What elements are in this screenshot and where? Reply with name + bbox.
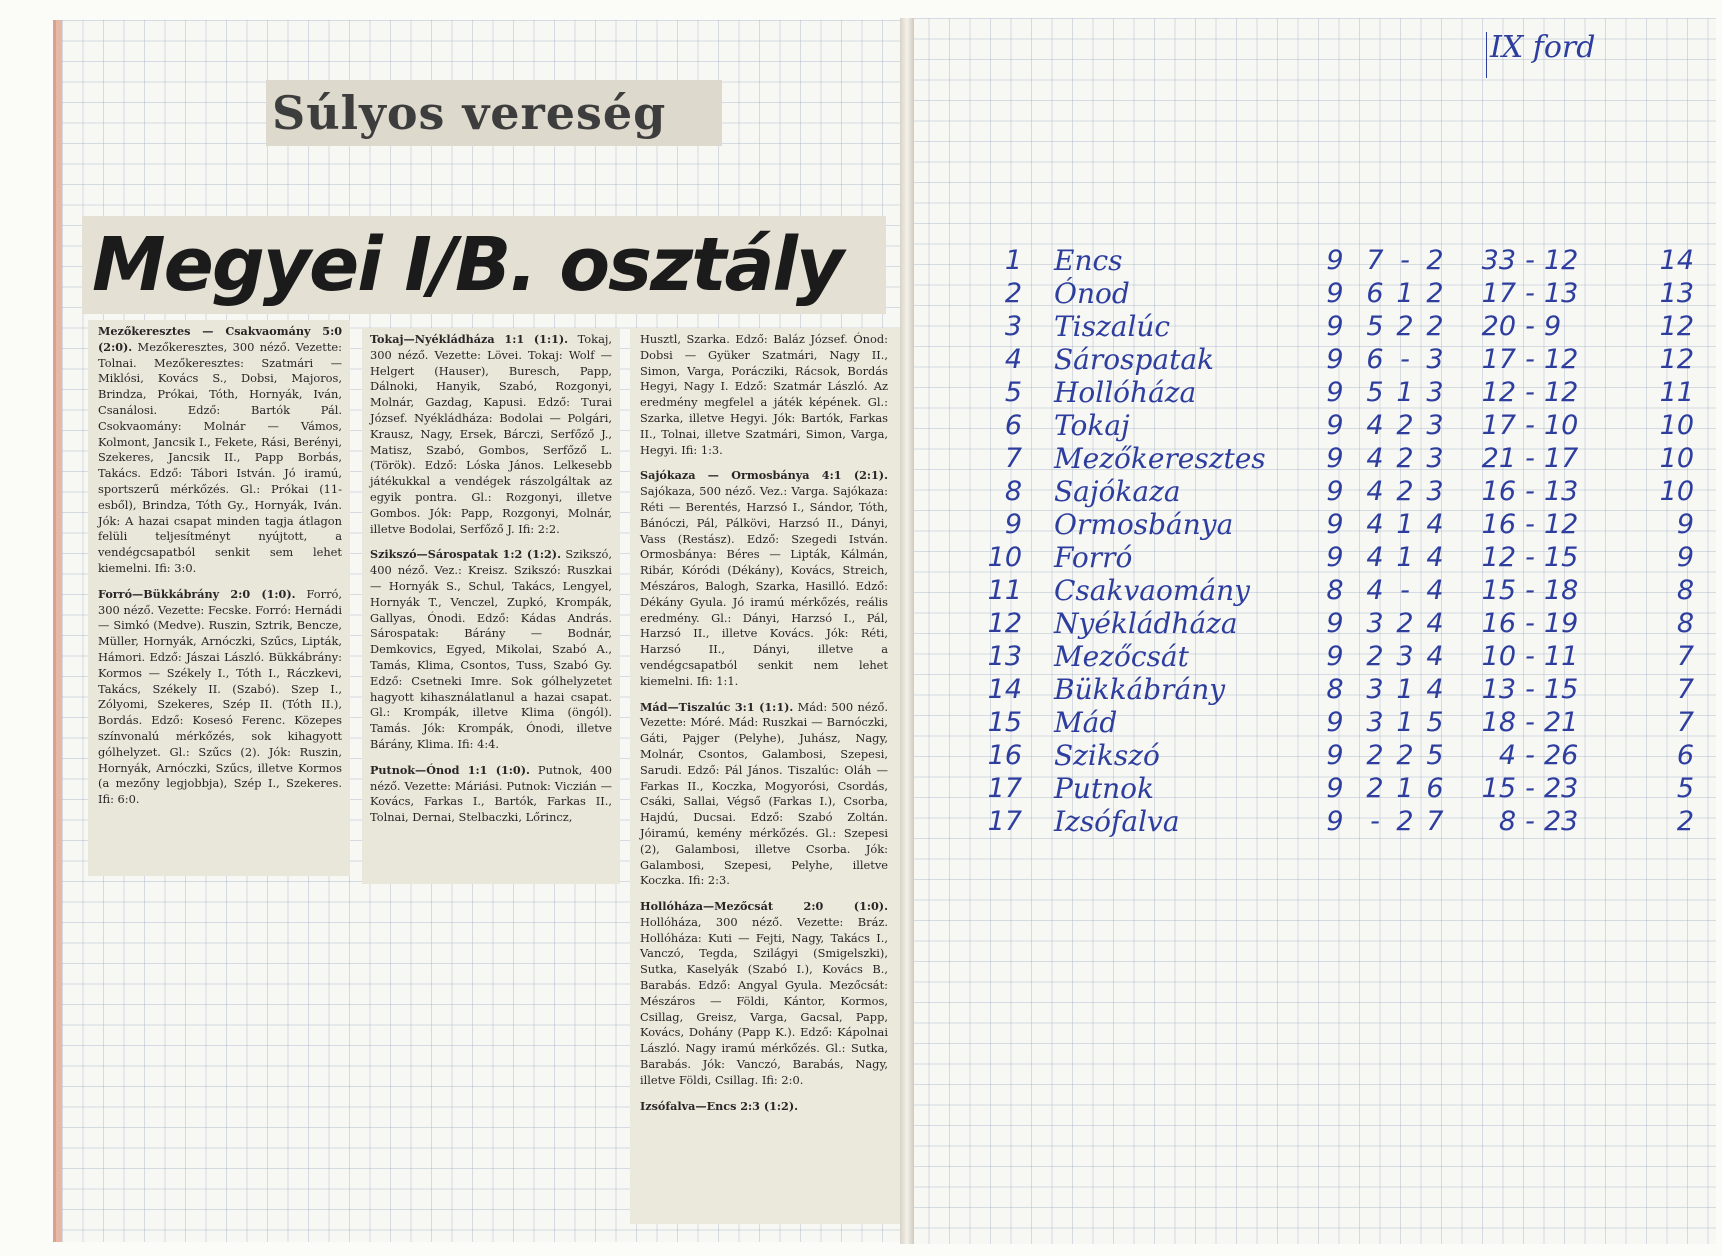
standings-played: 9 [1326,443,1344,474]
standings-gf: 16 [1481,476,1516,507]
standings-ga: 12 [1544,245,1579,276]
report-paragraph [640,1099,888,1115]
standings-l: 4 [1426,674,1444,705]
report-paragraph [640,468,888,689]
standings-row [950,475,1694,508]
report-text: Putnok, 400 néző. Vezette: Máriási. Putnok: Viczián — Kovács, Farkas I., Bartók, Farkas II., Tolnai, Dernai, Stelbaczki, Lőrincz, [370,762,612,825]
standings-team: Nyékládháza [1054,607,1238,640]
standings-team: Mezőcsát [1054,640,1189,673]
standings-ga: 15 [1544,542,1579,573]
standings-team: Szikszó [1054,739,1160,772]
standings-gf: 13 [1481,674,1516,705]
standings-l: 4 [1426,509,1444,540]
standings-d: 1 [1396,542,1414,573]
standings-ga: 23 [1544,773,1579,804]
standings-rank: 7 [1004,443,1022,474]
standings-played: 9 [1326,707,1344,738]
standings-l: 2 [1426,311,1444,342]
standings-w: 6 [1366,278,1384,309]
standings-l: 5 [1426,707,1444,738]
standings-gf: 21 [1481,443,1516,474]
standings-d: 2 [1396,806,1414,837]
clipping-column-2 [362,328,620,884]
match-result: Sajókaza — Ormosbánya 4:1 (2:1). [640,468,888,483]
standings-rank: 3 [1004,311,1022,342]
match-result: Hollóháza—Mezőcsát 2:0 (1:0). [640,899,888,914]
standings-pts: 7 [1676,674,1694,705]
standings-l: 4 [1426,542,1444,573]
match-result: Mezőkeresztes — Csakvaomány 5:0 (2:0). [98,324,342,354]
standings-rank: 17 [987,773,1022,804]
standings-row [950,706,1694,739]
standings-gf: 16 [1481,509,1516,540]
standings-rank: 8 [1004,476,1022,507]
standings-pts: 10 [1659,410,1694,441]
standings-ga: 21 [1544,707,1579,738]
standings-ga: 10 [1544,410,1579,441]
standings-played: 9 [1326,476,1344,507]
report-paragraph [370,332,612,537]
standings-ga: 12 [1544,377,1579,408]
match-result: Putnok—Ónod 1:1 (1:0). [370,762,530,777]
standings-l: 4 [1426,575,1444,606]
report-paragraph [370,763,612,826]
goal-separator: - [1525,476,1535,507]
standings-team: Bükkábrány [1054,673,1226,706]
standings-pts: 9 [1676,509,1694,540]
standings-gf: 17 [1481,278,1516,309]
match-result: Izsófalva—Encs 2:3 (1:2). [640,1098,799,1113]
standings-l: 3 [1426,476,1444,507]
standings-gf: 12 [1481,377,1516,408]
clipping-headline: Súlyos vereség [266,80,722,146]
standings-pts: 7 [1676,641,1694,672]
standings-played: 9 [1326,344,1344,375]
standings-l: 2 [1426,278,1444,309]
standings-l: 3 [1426,443,1444,474]
report-text: Szikszó, 400 néző. Vez.: Kreisz. Szikszó: Ruszkai — Hornyák S., Schul, Takács, Lengyel, Hornyák T., Venczel, Zupkó, Krompák, Gallyas, Ónodi. Edző: Kádas András. Sárospatak: Bárány — Bodnár, Demkovics, Egyed, Mikolai, Szabó A., Tamás, Klima, Csontos, Tuss, Szabó Gy. Edző: Csetneki Imre. Sok gólhelyzetet hagyott kihasználatlanul a hazai csapat. Gl.: Krompák, illetve Klima (öngól). Tamás. Jók: Krompák, Ónodi, illetve Bárány, Klima. Ifi: 4:4. [370,547,612,751]
standings-d: 2 [1396,740,1414,771]
standings-rank: 17 [987,806,1022,837]
standings-pts: 12 [1659,344,1694,375]
goal-separator: - [1525,245,1535,276]
standings-row [950,442,1694,475]
standings-pts: 8 [1676,608,1694,639]
banner-title: Megyei I/B. osztály [92,222,843,308]
goal-separator: - [1525,542,1535,573]
standings-d: 2 [1396,476,1414,507]
standings-pts: 8 [1676,575,1694,606]
standings-gf: 20 [1481,311,1516,342]
standings-rank: 2 [1004,278,1022,309]
goal-separator: - [1525,641,1535,672]
standings-team: Izsófalva [1054,805,1180,838]
standings-w: 4 [1366,575,1384,606]
standings-row [950,607,1694,640]
standings-row [950,376,1694,409]
standings-played: 9 [1326,542,1344,573]
standings-row [950,310,1694,343]
goal-separator: - [1525,674,1535,705]
goal-separator: - [1525,773,1535,804]
standings-l: 5 [1426,740,1444,771]
standings-played: 9 [1326,311,1344,342]
standings-pts: 7 [1676,707,1694,738]
standings-row [950,508,1694,541]
standings-row [950,409,1694,442]
standings-d: 1 [1396,707,1414,738]
standings-gf: 17 [1481,410,1516,441]
goal-separator: - [1525,740,1535,771]
standings-d: - [1400,344,1410,375]
standings-ga: 26 [1544,740,1579,771]
goal-separator: - [1525,311,1535,342]
standings-row [950,739,1694,772]
standings-gf: 4 [1498,740,1516,771]
standings-w: 3 [1366,707,1384,738]
standings-team: Sajókaza [1054,475,1181,508]
standings-played: 9 [1326,410,1344,441]
standings-row [950,277,1694,310]
round-note: IX ford [1490,30,1596,65]
standings-w: 2 [1366,641,1384,672]
standings-w: 2 [1366,740,1384,771]
match-result: Mád—Tiszalúc 3:1 (1:1). [640,699,794,714]
standings-w: 7 [1366,245,1384,276]
standings-pts: 12 [1659,311,1694,342]
standings-pts: 10 [1659,476,1694,507]
match-result: Szikszó—Sárospatak 1:2 (1:2). [370,547,561,562]
standings-rank: 14 [987,674,1022,705]
standings-gf: 16 [1481,608,1516,639]
goal-separator: - [1525,410,1535,441]
standings-gf: 15 [1481,773,1516,804]
standings-pts: 11 [1659,377,1694,408]
standings-w: 4 [1366,476,1384,507]
standings-rank: 13 [987,641,1022,672]
standings-d: 1 [1396,674,1414,705]
standings-rank: 5 [1004,377,1022,408]
standings-gf: 15 [1481,575,1516,606]
standings-ga: 12 [1544,344,1579,375]
match-result: Forró—Bükkábrány 2:0 (1:0). [98,586,296,601]
standings-row [950,574,1694,607]
goal-separator: - [1525,575,1535,606]
standings-l: 4 [1426,641,1444,672]
standings-w: - [1370,806,1380,837]
goal-separator: - [1525,806,1535,837]
report-paragraph [640,899,888,1089]
standings-team: Forró [1054,541,1133,574]
standings-d: 2 [1396,410,1414,441]
standings-pts: 10 [1659,443,1694,474]
goal-separator: - [1525,344,1535,375]
standings-d: 1 [1396,773,1414,804]
standings-rank: 4 [1004,344,1022,375]
standings-rank: 9 [1004,509,1022,540]
standings-ga: 15 [1544,674,1579,705]
standings-pts: 13 [1659,278,1694,309]
standings-ga: 19 [1544,608,1579,639]
standings-gf: 10 [1481,641,1516,672]
report-text: Mád: 500 néző. Vezette: Móré. Mád: Ruszkai — Barnóczki, Gáti, Pajger (Pelyhe), Juhász, Nagy, Molnár, Csontos, Galambosi, Szepesi, Sarudi. Edző: Pál János. Tiszalúc: Oláh — Farkas II., Koczka, Mogyorósi, Csordás, Csáki, Sallai, Végső (Farkas I.), Csorba, Hajdú, Ducsai. Edző: Szabó Zoltán. Jóiramú, kemény mérkőzés. Gl.: Szepesi (2), Galambosi, illetve Csorba. Jók: Galambosi, Szepesi, Pelyhe, illetve Koczka. Ifi: 2:3. [640,699,889,888]
report-text: Sajókaza, 500 néző. Vez.: Varga. Sajókaza: Réti — Berentés, Harzsó I., Sándor, Tóth, Bánóczi, Pál, Pálkövi, Harzsó II., Dányi, Vass (Restász). Edző: Szegedi István. Ormosbánya: Béres — Lipták, Kálmán, Ribár, Kóródi (Dékány), Kovács, Streich, Mészáros, Balogh, Szarka, Hasilló. Edző: Dékány Gyula. Jó iramú mérkőzés, reális eredmény. Gl.: Dányi, Harzsó I., Pál, Harzsó II., illetve Kovács. Jók: Réti, Harzsó II., Dányi, illetve a vendégcsapatból senkit nem lehet kiemelni. Ifi: 1:1. [640,484,888,688]
goal-separator: - [1525,608,1535,639]
standings-w: 4 [1366,443,1384,474]
report-paragraph [98,587,342,808]
standings-d: 2 [1396,311,1414,342]
standings-row [950,343,1694,376]
standings-played: 9 [1326,740,1344,771]
report-paragraph [640,700,888,890]
standings-d: - [1400,575,1410,606]
standings-team: Ónod [1054,277,1130,310]
clipping-banner [82,216,886,314]
report-text: Husztl, Szarka. Edző: Baláz József. Ónod: Dobsi — Gyüker Szatmári, Nagy II., Simon, Varga, Porácziki, Rácsok, Bordás Hegyi, Nagy I. Edző: Szatmár László. Az eredmény megfelel a játék képének. Gl.: Szarka, illetve Hegyi. Jók: Bartók, Farkas II., Tolnai, illetve Szatmári, Simon, Varga, Hegyi. Ifi: 1:3. [640,332,888,457]
standings-row [950,772,1694,805]
standings-played: 9 [1326,278,1344,309]
standings-ga: 11 [1544,641,1579,672]
standings-w: 3 [1366,608,1384,639]
standings-row [950,244,1694,277]
standings-body [950,244,1694,838]
standings-l: 3 [1426,377,1444,408]
standings-pts: 6 [1676,740,1694,771]
standings-rank: 12 [987,608,1022,639]
standings-row [950,541,1694,574]
standings-ga: 9 [1544,311,1562,342]
standings-played: 8 [1326,674,1344,705]
standings-played: 9 [1326,806,1344,837]
standings-l: 4 [1426,608,1444,639]
standings-team: Mezőkeresztes [1054,442,1266,475]
standings-w: 5 [1366,377,1384,408]
standings-w: 2 [1366,773,1384,804]
goal-separator: - [1525,377,1535,408]
report-paragraph [98,324,342,577]
standings-played: 9 [1326,377,1344,408]
standings-d: 3 [1396,641,1414,672]
standings-team: Putnok [1054,772,1154,805]
standings-d: 2 [1396,608,1414,639]
standings-d: - [1400,245,1410,276]
report-text: Forró, 300 néző. Vezette: Fecske. Forró: Hernádi — Simkó (Medve). Ruszin, Sztrik, Bencze, Müller, Hornyák, Arnóczki, Szűcs, Lipták, Hámori. Edző: Jászai László. Bükkábrány: Kormos — Székely I., Tóth I., Ráczkevi, Takács, Székely II. (Szabó). Szep I., Zólyomi, Szekeres, Szép II. (Tóth II.), Bordás. Edző: Kosesó Ferenc. Közepes színvonalú mérkőzés, sok kihagyott gólhelyzet. Gl.: Szűcs (2). Jók: Ruszin, Hornyák, Arnóczki, Szűcs, illetve Kormos (a mezőny legjobbja), Szép I., Szekeres. Ifi: 6:0. [98,586,343,807]
report-paragraph [640,332,888,458]
standings-team: Ormosbánya [1054,508,1234,541]
standings-team: Sárospatak [1054,343,1215,376]
standings-rank: 11 [987,575,1022,606]
standings-played: 8 [1326,575,1344,606]
standings-row [950,805,1694,838]
standings-w: 6 [1366,344,1384,375]
standings-gf: 33 [1481,245,1516,276]
standings-w: 5 [1366,311,1384,342]
standings-rank: 10 [987,542,1022,573]
clipping-column-1 [88,320,350,876]
standings-l: 2 [1426,245,1444,276]
standings-pts: 9 [1676,542,1694,573]
clipping-column-3 [630,328,900,1224]
report-text: Tokaj, 300 néző. Vezette: Lövei. Tokaj: Wolf — Helgert (Hauser), Buresch, Papp, Dálnoki, Hanyik, Szabó, Rozgonyi, Molnár, Gazdag, Kapusi. Edző: Turai József. Nyékládháza: Bodolai — Polgári, Krausz, Nagy, Ersek, Bárczi, Serfőző J., Matisz, Szabó, Gombos, Serfőző L. (Török). Edző: Lóska János. Lelkesebb játékukkal a vendégek rászolgáltak az egyik pontra. Gl.: Rozgonyi, illetve Gombos. Jók: Papp, Rozgonyi, Molnár, illetve Bodolai, Serfőző J. Ifi: 2:2. [370,332,613,536]
standings-played: 9 [1326,641,1344,672]
report-text: Hollóháza, 300 néző. Vezette: Bráz. Hollóháza: Kuti — Fejti, Nagy, Takács I., Vanczó, Tegda, Szilágyi (Smigelszki), Sutka, Kaselyák (Szabó I.), Kovács B., Barabás. Edző: Angyal Gyula. Mezőcsát: Mészáros — Földi, Kántor, Kormos, Csillag, Greisz, Varga, Gacsal, Papp, Kovács, Dohány (Papp K.). Edző: Kápolnai László. Nagy iramú mérkőzés. Gl.: Sutka, Barabás. Jók: Vanczó, Barabás, Nagy, illetve Földi, Csillag. Ifi: 2:0. [640,914,888,1087]
standings-ga: 17 [1544,443,1579,474]
standings-l: 7 [1426,806,1444,837]
standings-played: 9 [1326,245,1344,276]
standings-d: 2 [1396,443,1414,474]
goal-separator: - [1525,509,1535,540]
standings-team: Mád [1054,706,1118,739]
standings-w: 4 [1366,542,1384,573]
goal-separator: - [1525,707,1535,738]
standings-pts: 5 [1676,773,1694,804]
standings-ga: 13 [1544,476,1579,507]
standings-gf: 12 [1481,542,1516,573]
standings-table [950,244,1694,838]
standings-team: Csakvaomány [1054,574,1250,607]
report-text: Mezőkeresztes, 300 néző. Vezette: Tolnai. Mezőkeresztes: Szatmári — Miklósi, Kovács S., Dobsi, Majoros, Brindza, Prókai, Tóth, Hornyák, Iván, Csanálosi. Edző: Bartók Pál. Csokvaomány: Molnár — Vámos, Kolmont, Jancsik I., Fekete, Rási, Berényi, Szekeres, Jancsik II., Papp Borbás, Takács. Edző: Tábori István. Jó iramú, sportszerű mérkőzés. Gl.: Prókai (11-esből), Brindza, Tóth Gy., Hornyák, Iván. Jók: A hazai csapat minden tagja átlagon felüli teljesítményt nyújtott, a vendégcsapatból senkit sem lehet kiemelni. Ifi: 3:0. [98,339,343,575]
standings-l: 3 [1426,344,1444,375]
standings-row [950,640,1694,673]
standings-played: 9 [1326,608,1344,639]
standings-team: Encs [1054,244,1123,277]
standings-played: 9 [1326,773,1344,804]
standings-team: Tiszalúc [1054,310,1171,343]
standings-rank: 6 [1004,410,1022,441]
standings-w: 3 [1366,674,1384,705]
standings-gf: 8 [1498,806,1516,837]
standings-team: Hollóháza [1054,376,1197,409]
standings-gf: 18 [1481,707,1516,738]
standings-ga: 23 [1544,806,1579,837]
standings-d: 1 [1396,377,1414,408]
standings-w: 4 [1366,509,1384,540]
standings-pts: 14 [1659,245,1694,276]
standings-w: 4 [1366,410,1384,441]
standings-ga: 18 [1544,575,1579,606]
goal-separator: - [1525,443,1535,474]
report-paragraph [370,547,612,752]
standings-rank: 15 [987,707,1022,738]
standings-ga: 12 [1544,509,1579,540]
standings-rank: 16 [987,740,1022,771]
standings-played: 9 [1326,509,1344,540]
standings-gf: 17 [1481,344,1516,375]
standings-pts: 2 [1676,806,1694,837]
standings-l: 3 [1426,410,1444,441]
notebook-spine [900,18,914,1244]
standings-ga: 13 [1544,278,1579,309]
standings-l: 6 [1426,773,1444,804]
standings-d: 1 [1396,278,1414,309]
standings-d: 1 [1396,509,1414,540]
goal-separator: - [1525,278,1535,309]
standings-row [950,673,1694,706]
match-result: Tokaj—Nyékládháza 1:1 (1:1). [370,332,569,346]
standings-rank: 1 [1004,245,1022,276]
standings-team: Tokaj [1054,409,1130,442]
